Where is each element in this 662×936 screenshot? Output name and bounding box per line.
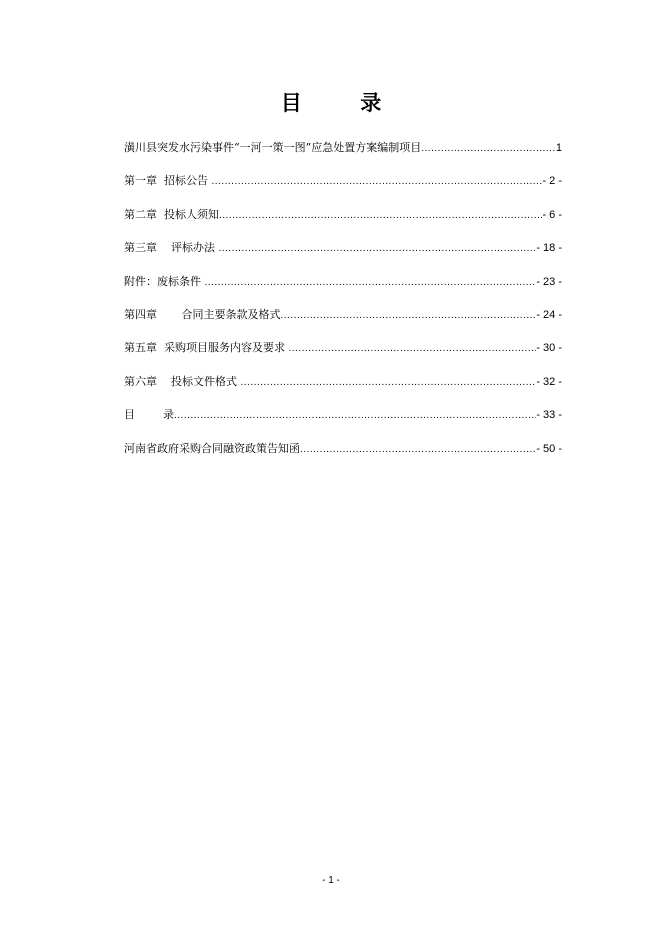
- toc-entry-label: 第五章 采购项目服务内容及要求: [124, 341, 289, 355]
- toc-leader-dots: [174, 408, 536, 424]
- toc-entry[interactable]: [124, 274, 562, 307]
- toc-leader-dots: [205, 275, 537, 291]
- toc-entry[interactable]: [124, 441, 562, 474]
- toc-entry[interactable]: [124, 173, 562, 206]
- toc-leader-dots: [240, 375, 536, 391]
- toc-entry-page: - 30 -: [536, 342, 562, 355]
- toc-entry[interactable]: [124, 374, 562, 407]
- table-of-contents: [124, 140, 562, 474]
- toc-leader-dots: [421, 141, 556, 157]
- toc-entry[interactable]: [124, 140, 562, 173]
- toc-entry-page: 1: [555, 142, 562, 154]
- toc-entry-label: 第一章 招标公告: [124, 174, 212, 188]
- toc-entry-page: - 33 -: [536, 409, 562, 422]
- page-footer-number: - 1 -: [322, 875, 340, 886]
- toc-leader-dots: [289, 341, 537, 357]
- toc-entry-label: 目 录: [124, 408, 174, 422]
- toc-entry[interactable]: [124, 340, 562, 373]
- toc-entry-page: - 2 -: [542, 175, 562, 188]
- toc-entry-label: 第三章 评标办法: [124, 241, 219, 255]
- toc-entry[interactable]: [124, 240, 562, 273]
- toc-leader-dots: [280, 308, 536, 324]
- toc-entry-page: - 24 -: [536, 308, 562, 321]
- toc-leader-dots: [212, 174, 543, 190]
- toc-entry-page: - 6 -: [542, 208, 562, 221]
- toc-entry-label: 附件：废标条件: [124, 274, 205, 288]
- toc-entry-label: 第六章 投标文件格式: [124, 374, 241, 388]
- toc-entry-page: - 32 -: [536, 375, 562, 388]
- toc-entry-label: 第二章 投标人须知: [124, 207, 219, 221]
- toc-entry-label: 河南省政府采购合同融资政策告知函: [124, 441, 300, 455]
- toc-entry-label: 潢川县突发水污染事件“一河一策一图”应急处置方案编制项目: [124, 141, 422, 154]
- toc-entry[interactable]: [124, 207, 562, 240]
- toc-leader-dots: [300, 442, 536, 458]
- toc-entry-page: - 50 -: [536, 442, 562, 455]
- toc-entry-label: 第四章 合同主要条款及格式: [124, 307, 281, 321]
- toc-entry-page: - 18 -: [536, 242, 562, 255]
- toc-entry-page: - 23 -: [536, 275, 562, 288]
- toc-entry[interactable]: [124, 407, 562, 440]
- toc-leader-dots: [218, 241, 536, 257]
- toc-leader-dots: [219, 208, 542, 224]
- toc-entry[interactable]: [124, 307, 562, 340]
- page-title: 目 录: [280, 91, 382, 115]
